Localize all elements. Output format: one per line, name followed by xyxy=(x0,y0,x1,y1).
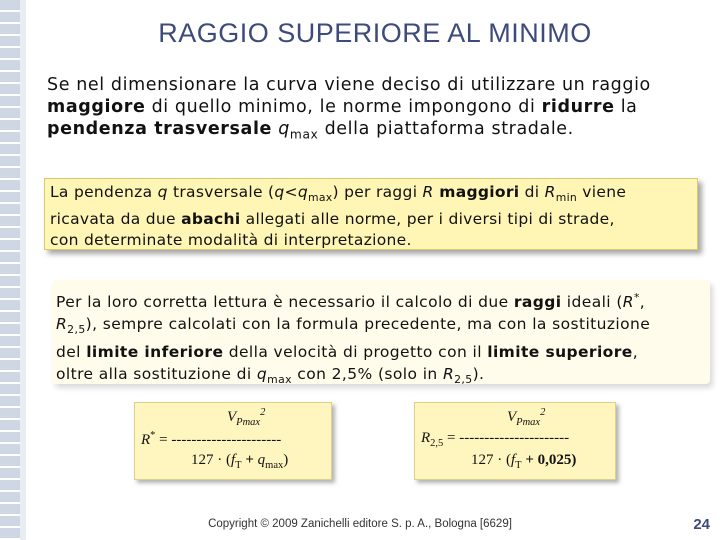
box2-sub: 2,5 xyxy=(67,323,86,337)
box2-sup: * xyxy=(633,291,640,304)
box1-text: trasversale ( xyxy=(167,183,275,201)
slide-title: RAGGIO SUPERIORE AL MINIMO xyxy=(158,18,592,48)
box2-sub: 2,5 xyxy=(454,373,473,387)
info-box-raggi-ideali xyxy=(52,280,710,387)
intro-line-2 xyxy=(47,96,707,118)
formula2-den-text: 127 · ( xyxy=(471,452,511,468)
box2-R: R xyxy=(622,293,634,312)
intro-bold-maggiore: maggiore xyxy=(47,97,146,117)
formula1-V-sub: Pmax xyxy=(236,417,261,428)
formula1-numerator xyxy=(227,407,265,428)
box1-text: allegati alle norme, per i diversi tipi di strade, xyxy=(240,209,615,228)
formula-box-r-star xyxy=(134,402,332,480)
box2-bold: limite superiore xyxy=(487,343,633,362)
formula1-R-sup: * xyxy=(150,430,156,441)
intro-text: la xyxy=(614,97,638,117)
box2-text: Per la loro corretta lettura è necessario il calcolo di due xyxy=(56,293,514,312)
box2-text: , xyxy=(632,343,639,362)
box2-R: R xyxy=(56,315,68,334)
box1-q: q xyxy=(157,183,168,201)
formula1-R: R xyxy=(141,432,151,448)
box1-q: q xyxy=(297,183,308,201)
intro-text: della piattaforma stradale. xyxy=(318,119,574,139)
intro-bold-ridurre: ridurre xyxy=(541,97,615,117)
copyright-footer: Copyright © 2009 Zanichelli editore S. p. A., Bologna [6629] xyxy=(208,518,512,530)
formula2-lhs xyxy=(421,430,569,449)
formula1-f: f xyxy=(231,452,236,468)
formula2-fraction-bar: = ---------------------- xyxy=(443,430,570,446)
box2-text: del xyxy=(56,343,87,362)
formula2-R-sub: 2,5 xyxy=(430,438,444,449)
info-text xyxy=(52,280,710,398)
formula2-den-text: + 0,025) xyxy=(521,452,577,468)
intro-line-1: Se nel dimensionare la curva viene deciso di utilizzare un raggio xyxy=(47,75,651,95)
box1-text: < xyxy=(284,183,298,201)
intro-q-sub: max xyxy=(289,127,319,142)
page-number: 24 xyxy=(693,516,710,533)
box1-bold: abachi xyxy=(181,209,241,228)
box2-R: R xyxy=(442,365,455,384)
box1-sub: min xyxy=(555,191,578,205)
formula2-f-sub: T xyxy=(515,460,522,471)
intro-bold-pendenza: pendenza trasversale xyxy=(47,119,273,139)
formula1-plus: + xyxy=(241,452,258,468)
box1-text: viene xyxy=(577,183,627,201)
formula2-V-sup: 2 xyxy=(540,407,546,418)
box2-sub: max xyxy=(267,373,292,387)
box1-text: La pendenza xyxy=(50,183,158,201)
box1-R: R xyxy=(544,183,556,201)
box1-sub: max xyxy=(307,191,333,205)
formula-box-r25 xyxy=(414,402,616,480)
formula1-den-text: 127 · ( xyxy=(191,452,231,468)
box1-text: ) per raggi xyxy=(332,183,423,201)
formula2-denominator xyxy=(471,452,576,471)
formula2-numerator xyxy=(507,407,545,428)
box2-text: oltre alla sostituzione di xyxy=(56,365,257,384)
slide-side-stripe xyxy=(0,0,20,540)
box1-text: ricavata da due xyxy=(50,209,182,228)
formula1-q: q xyxy=(257,452,266,468)
box2-text: , xyxy=(639,293,646,312)
highlight-text xyxy=(45,179,697,255)
box1-R: R xyxy=(422,183,434,201)
box2-q: q xyxy=(256,365,268,384)
intro-text: di quello minimo, le norme impongono di xyxy=(145,97,542,117)
box2-text: della velocità di progetto con il xyxy=(223,343,488,362)
box2-text: ), sempre calcolati con la formula precedente, ma con la sostituzione xyxy=(85,315,651,334)
box2-text: ). xyxy=(472,365,485,384)
intro-paragraph xyxy=(47,74,707,146)
formula2-f: f xyxy=(511,452,516,468)
formula1-f-sub: T xyxy=(235,460,242,471)
intro-q: q xyxy=(278,119,290,139)
formula2-V: V xyxy=(507,409,517,425)
formula1-den-text: ) xyxy=(283,452,289,468)
box2-text: ideali ( xyxy=(561,293,623,312)
formula1-V: V xyxy=(227,409,237,425)
box1-q: q xyxy=(274,183,285,201)
formula1-lhs xyxy=(141,430,281,449)
box2-text: con 2,5% (solo in xyxy=(291,365,443,384)
box2-bold: raggi xyxy=(513,293,562,312)
box1-text: di xyxy=(519,183,545,201)
formula1-q-sub: max xyxy=(265,460,284,471)
box1-text: con determinate modalità di interpretazione. xyxy=(50,231,412,250)
formula1-denominator xyxy=(191,452,288,471)
box1-bold: maggiori xyxy=(433,183,520,201)
formula2-R: R xyxy=(421,430,431,446)
formula1-fraction-bar: = ---------------------- xyxy=(155,432,282,448)
box2-bold: limite inferiore xyxy=(86,343,224,362)
formula2-V-sub: Pmax xyxy=(516,417,541,428)
highlight-box-abachi xyxy=(44,178,698,250)
formula1-V-sup: 2 xyxy=(260,407,266,418)
slide-side-stripe-inner xyxy=(20,0,26,540)
intro-line-3 xyxy=(47,118,707,146)
